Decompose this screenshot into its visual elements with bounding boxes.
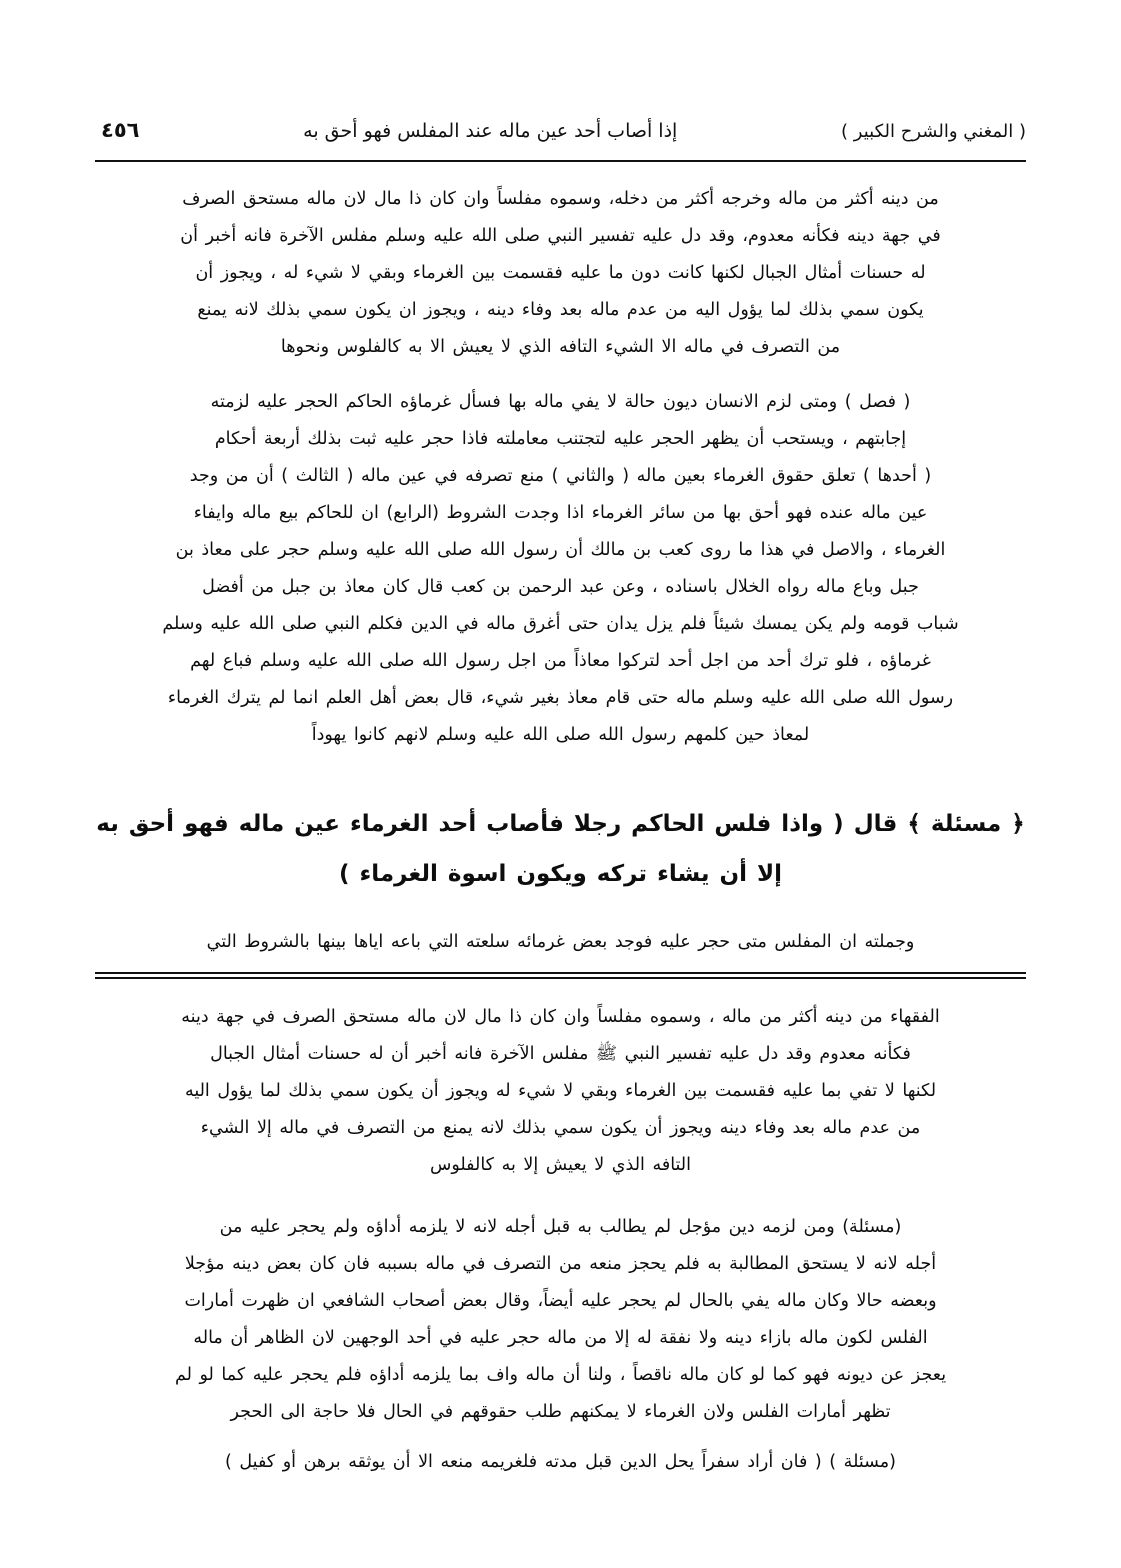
paragraph-line: إجابتهم ، ويستحب أن يظهر الحجر عليه لتجتنب معاملته فاذا حجر عليه ثبت بذلك أربعة أحكام (214, 429, 907, 449)
paragraph-line: يعجز عن ديونه فهو كما لو كان ماله ناقصاً ، ولنا أن ماله واف بما يلزمه أداؤه فلم يحجر عليه كما لو لم (174, 1365, 947, 1385)
matn-line: إلا أن يشاء تركه ويكون اسوة الغرماء ) (338, 861, 783, 887)
paragraph-line: من عدم ماله بعد وفاء دينه ويجوز أن يكون سمي بذلك لانه يمنع من التصرف في ماله إلا الشيء (200, 1118, 921, 1138)
paragraph-line: ( فصل ) ومتى لزم الانسان ديون حالة لا يفي ماله بها فسأل غرماؤه الحاكم الحجر عليه لزمته (210, 392, 911, 412)
paragraph-line: من دينه أكثر من ماله وخرجه أكثر من دخله، وسموه مفلساً وان كان ذا مال لان ماله مستحق الصرف (182, 189, 939, 209)
matn-block (95, 800, 1026, 900)
page-header (95, 118, 1026, 142)
paragraph-line: له حسنات أمثال الجبال لكنها كانت دون ما عليه فقسمت بين الغرماء وبقي لا شيء له ، ويجوز أن (195, 263, 926, 283)
body-section-five (95, 1210, 1026, 1432)
paragraph-line: عين ماله عنده فهو أحق بها من سائر الغرماء اذا وجدت الشروط (الرابع) ان للحاكم بيع ماله وايفاء (193, 503, 928, 523)
paragraph-line: وجملته ان المفلس متى حجر عليه فوجد بعض غرمائه سلعته التي باعه اياها بينها بالشروط التي (206, 932, 915, 952)
paragraph-line: غرماؤه ، فلو ترك أحد من اجل أحد لتركوا معاذاً من اجل رسول الله صلى الله عليه وسلم فباع لهم (190, 651, 931, 671)
paragraph-line: الفقهاء من دينه أكثر من ماله ، وسموه مفلساً وان كان ذا مال لان ماله مستحق الصرف في جهة دينه (181, 1007, 940, 1027)
body-section-one (95, 182, 1026, 367)
body-section-three (95, 925, 1026, 962)
paragraph-line: رسول الله صلى الله عليه وسلم ماله حتى قام معاذ بغير شيء، قال بعض أهل العلم انما لم يترك الغرماء (167, 688, 954, 708)
header-divider (95, 160, 1026, 162)
paragraph-line: تظهر أمارات الفلس ولان الغرماء لا يمكنهم طلب حقوقهم في الحال فلا حاجة الى الحجر (230, 1402, 891, 1422)
paragraph-line: الفلس لكون ماله بازاء دينه ولا نفقة له إلا من ماله حجر عليه في أحد الوجهين لان الظاهر أن ماله (193, 1328, 928, 1348)
paragraph-line: وبعضه حالا وكان ماله يفي بالحال لم يحجر عليه أيضاً، وقال بعض أصحاب الشافعي ان ظهرت أمارات (184, 1291, 937, 1311)
paragraph-line: في جهة دينه فكأنه معدوم، وقد دل عليه تفسير النبي صلى الله عليه وسلم مفلس الآخرة فانه أخبر أن (180, 226, 941, 246)
paragraph-line: (مسئلة) ومن لزمه دين مؤجل لم يطالب به قبل أجله لانه لا يلزمه أداؤه ولم يحجر عليه من (219, 1217, 902, 1237)
running-title: إذا أصاب أحد عين ماله عند المفلس فهو أحق به (303, 120, 678, 142)
body-section-four (95, 1000, 1026, 1185)
paragraph-line: التافه الذي لا يعيش إلا به كالفلوس (429, 1155, 692, 1175)
paragraph-line: جبل وباع ماله رواه الخلال باسناده ، وعن عبد الرحمن بن كعب قال كان معاذ بن جبل من أفضل (202, 577, 919, 597)
section-divider (95, 972, 1026, 979)
paragraph-line: لمعاذ حين كلمهم رسول الله صلى الله عليه وسلم لانهم كانوا يهوداً (311, 725, 810, 745)
page-number: ٤٥٦ (101, 118, 140, 142)
paragraph-line: أجله لانه لا يستحق المطالبة به فلم يحجز منعه من التصرف في ماله بسببه فان كان بعض دينه مؤجلا (184, 1254, 937, 1274)
paragraph-line: الغرماء ، والاصل في هذا ما روى كعب بن مالك أن رسول الله صلى الله عليه وسلم حجر على معاذ بن (175, 540, 946, 560)
book-name: ( المغني والشرح الكبير ) (841, 121, 1026, 142)
paragraph-line: شباب قومه ولم يكن يمسك شيئاً فلم يزل يدان حتى أغرق ماله في الدين فكلم النبي صلى الله عليه وسلم (162, 614, 959, 634)
paragraph-line: ( أحدها ) تعلق حقوق الغرماء بعين ماله ( والثاني ) منع تصرفه في عين ماله ( الثالث ) أن من وجد (189, 466, 932, 486)
paragraph-line: فكأنه معدوم وقد دل عليه تفسير النبي ﷺ مفلس الآخرة فانه أخبر أن له حسنات أمثال الجبال (210, 1044, 911, 1064)
paragraph-line: من التصرف في ماله الا الشيء التافه الذي لا يعيش الا به كالفلوس ونحوها (280, 337, 841, 357)
body-section-two (95, 385, 1026, 755)
paragraph-line: (مسئلة ) ( فان أراد سفراً يحل الدين قبل مدته فلغريمه منعه الا أن يوثقه برهن أو كفيل ) (225, 1452, 896, 1472)
paragraph-line: لكنها لا تفي بما عليه فقسمت بين الغرماء وبقي لا شيء له ويجوز أن يكون سمي بذلك لما يؤول اليه (184, 1081, 937, 1101)
body-section-six (95, 1445, 1026, 1482)
paragraph-line: يكون سمي بذلك لما يؤول اليه من عدم ماله بعد وفاء دينه ، ويجوز ان يكون سمي بذلك لانه يمنع (197, 300, 924, 320)
matn-line: ﴿ مسئلة ﴾ قال ( واذا فلس الحاكم رجلا فأصاب أحد الغرماء عين ماله فهو أحق به (96, 811, 1025, 837)
